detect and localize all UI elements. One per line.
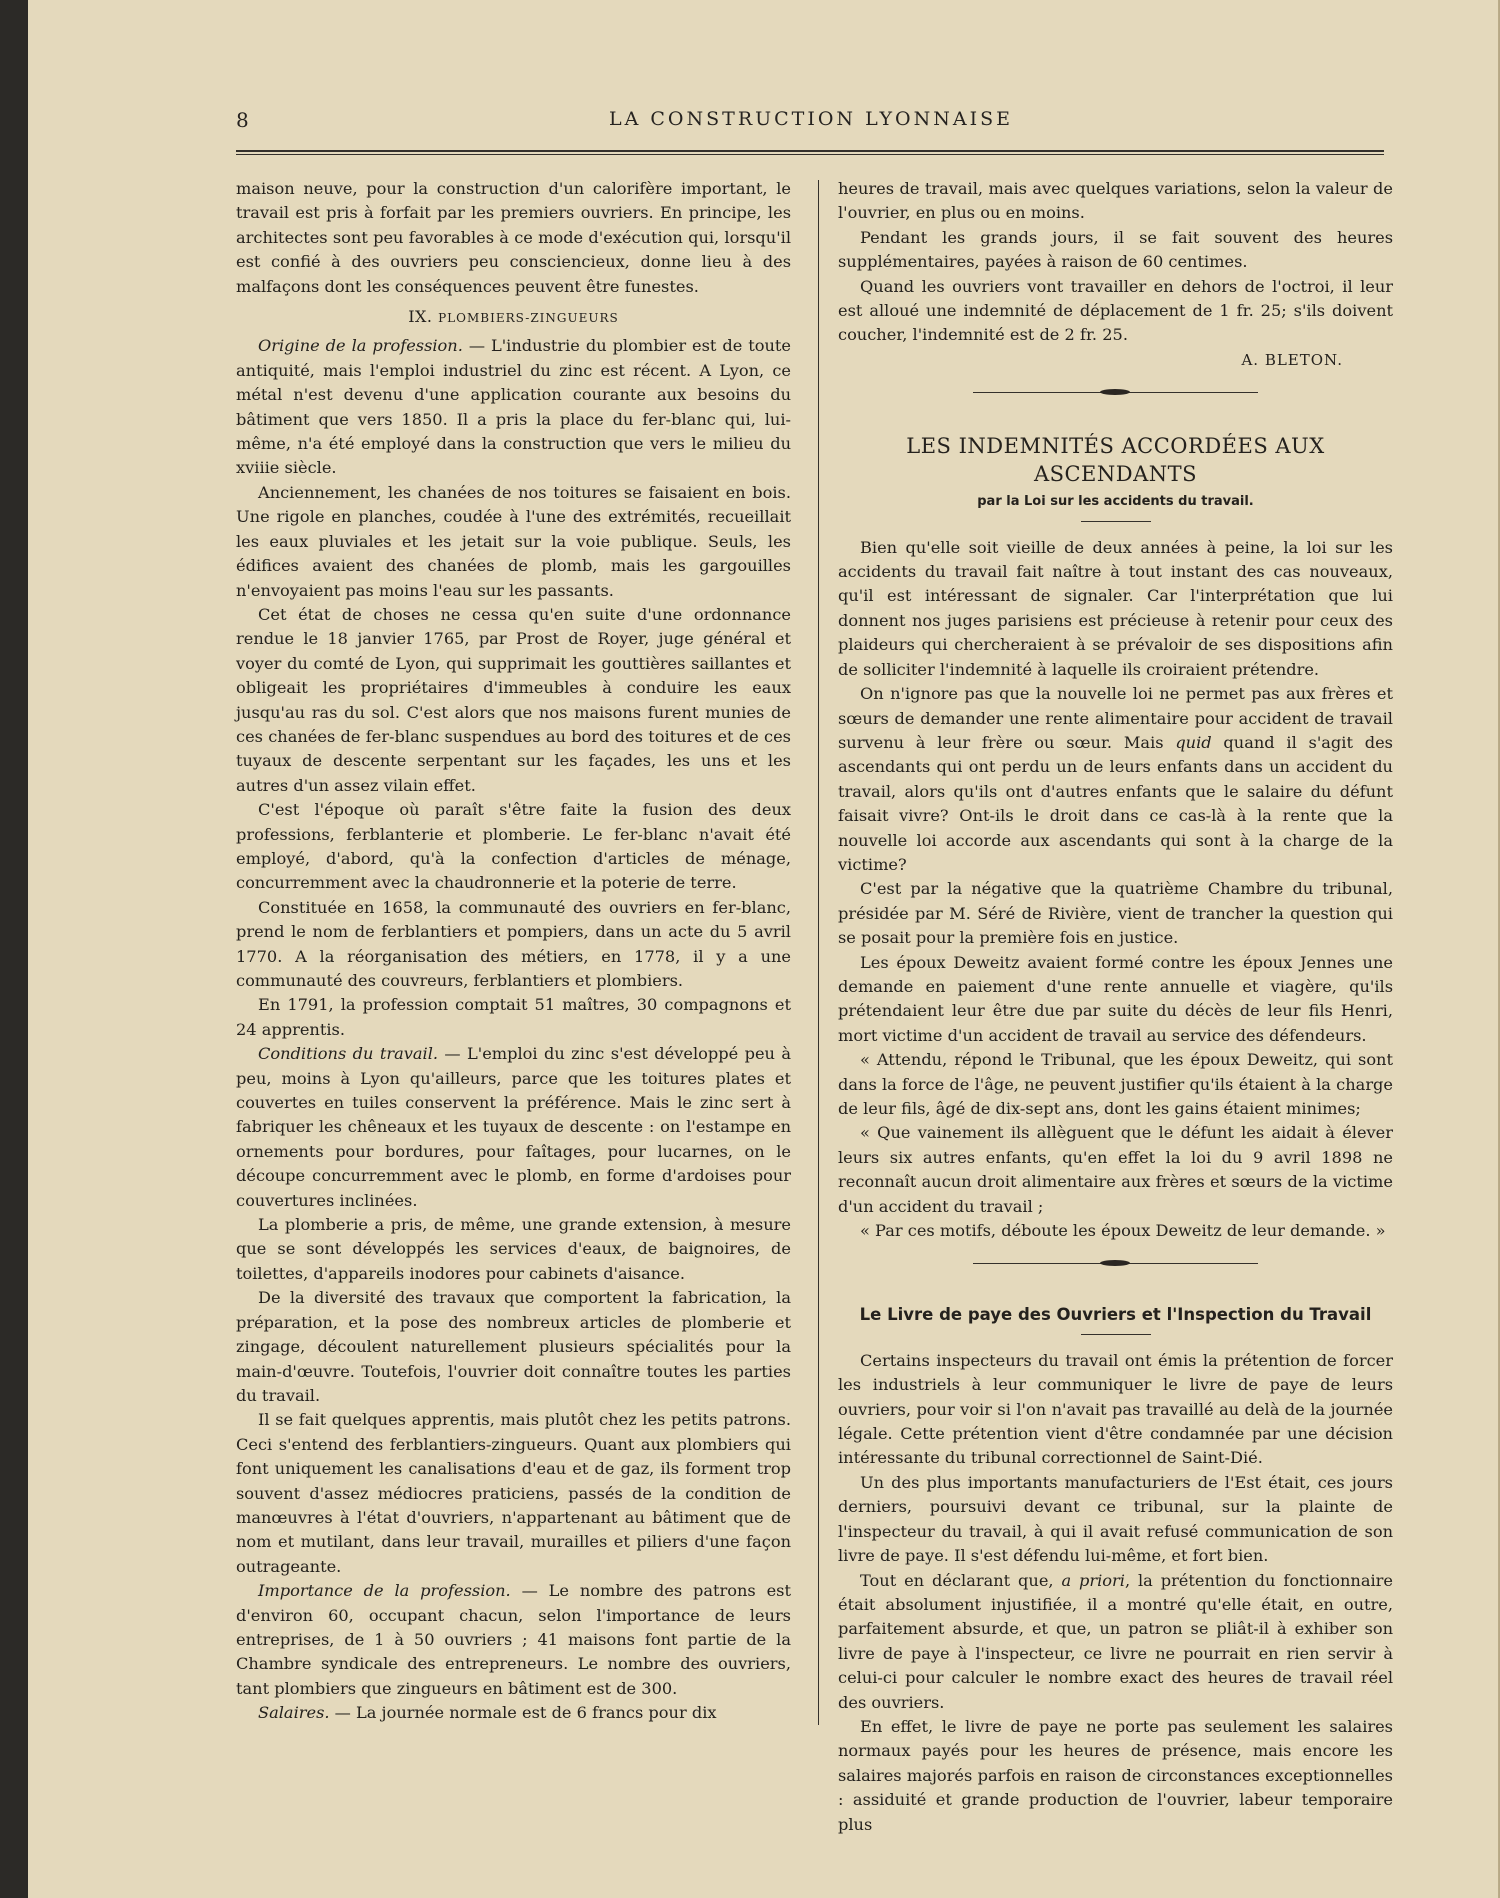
page-header	[236, 108, 1386, 138]
header-rule-thin	[236, 154, 1384, 155]
paragraph	[236, 1579, 791, 1701]
paragraph	[236, 1042, 791, 1213]
paragraph: En 1791, la profession comptait 51 maîtres, 30 compagnons et 24 apprentis.	[236, 995, 791, 1039]
column-divider	[818, 180, 819, 1725]
paragraph: Cet état de choses ne cessa qu'en suite d'une ordonnance rendue le 18 janvier 1765, par Prost de Royer, juge général et voyer du comté de Lyon, qui supprimait les gouttières saillantes et obligeait les propriétaires d'immeubles à conduire les eaux jusqu'au ras du sol. C'est alors que nos maisons furent munies de ces chanées de fer-blanc suspendues au bord des toitures et de ces tuyaux de descente serpentant sur les façades, les uns et les autres d'un assez vilain effet.	[236, 604, 791, 795]
paragraph: heures de travail, mais avec quelques variations, selon la valeur de l'ouvrier, en plus ou en moins.	[838, 179, 1393, 223]
title-rule	[1081, 1334, 1151, 1335]
article-title: LES INDEMNITÉS ACCORDÉES AUX ASCENDANTS	[906, 434, 1325, 487]
title-rule	[1081, 521, 1151, 522]
right-column	[838, 177, 1393, 1837]
ornamental-rule	[838, 382, 1393, 404]
paragraph: « Attendu, répond le Tribunal, que les époux Deweitz, qui sont dans la force de l'âge, ne peuvent justifier qu'ils étaient à la charge de leur fils, âgé de dix-sept ans, dont les gains étaient minimes;	[838, 1050, 1393, 1118]
paragraph-text: On n'ignore pas que la nouvelle loi ne permet pas aux frères et sœurs de demander une rente alimentaire pour accident de travail survenu à leur frère ou sœur. Mais	[838, 684, 1393, 752]
italic-word: quid	[1175, 732, 1212, 752]
paragraph-text: — L'industrie du plombier est de toute antiquité, mais l'emploi industriel du zinc est récent. A Lyon, ce métal n'est devenu d'une application courante aux besoins du bâtiment que vers 1850. Il a pris la place du fer-blanc qui, lui-même, n'a été employé dans la construction que vers le milieu du xviiie siècle.	[236, 336, 792, 478]
paragraph-lead: Salaires.	[258, 1703, 330, 1723]
header-rule	[236, 150, 1384, 152]
page-background	[28, 0, 1490, 1898]
paragraph: Pendant les grands jours, il se fait souvent des heures supplémentaires, payées à raison de 60 centimes.	[838, 227, 1393, 272]
ornamental-rule	[838, 1253, 1393, 1275]
paragraph	[838, 1569, 1393, 1715]
paragraph-text: — L'emploi du zinc s'est développé peu à peu, moins à Lyon qu'ailleurs, parce que les toitures plates et couvertes en tuiles conservent la préférence. Mais le zinc sert à fabriquer les chêneaux et les tuyaux de descente : on l'estampe en ornements pour bordures, pour faîtages, pour lucarnes, on le découpe concurremment avec le plomb, en forme d'ardoises pour couvertures inclinées.	[236, 1044, 791, 1210]
author-signature: A. BLETON.	[1241, 350, 1343, 369]
paragraph-text: quand il s'agit des ascendants qui ont perdu un de leurs enfants dans un accident du travail, alors qu'ils ont d'autres enfants que le salaire du défunt faisait vivre? Ont-ils le droit dans ce cas-là à la rente que la nouvelle loi accorde aux ascendants qui sont à la charge de la victime?	[838, 732, 1393, 874]
paragraph-lead: Origine de la profession.	[258, 336, 463, 356]
section-heading	[236, 305, 791, 330]
paragraph: Certains inspecteurs du travail ont émis la prétention de forcer les industriels à leur communiquer le livre de paye de leurs ouvriers, pour voir si l'on n'avait pas travaillé au delà de la journée légale. Cette prétention vient d'être condamnée par une décision intéressante du tribunal correctionnel de Saint-Dié.	[838, 1350, 1393, 1468]
paragraph: La plomberie a pris, de même, une grande extension, à mesure que se sont développés les services d'eaux, de baignoires, de toilettes, d'appareils inodores pour cabinets d'aisance.	[236, 1215, 791, 1283]
newspaper-page	[28, 0, 1500, 1898]
article-title: Le Livre de paye des Ouvriers et l'Inspection du Travail	[859, 1305, 1372, 1325]
italic-word: a priori	[1061, 1570, 1125, 1590]
paragraph: Les époux Deweitz avaient formé contre les époux Jennes une demande en paiement d'une rente annuelle et viagère, qu'ils prétendaient leur être due par suite du décès de leur fils Henri, mort victime d'un accident de travail au service des défendeurs.	[838, 952, 1393, 1045]
left-column	[236, 177, 791, 1726]
paragraph-lead: Conditions du travail.	[258, 1044, 439, 1064]
paragraph-text: — Le nombre des patrons est d'environ 60, occupant chacun, selon l'importance de leurs entreprises, de 1 à 50 ouvriers ; 41 maisons font partie de la Chambre syndicale des entrepreneurs. Le nombre des ouvriers, tant plombiers que zingueurs en bâtiment est de 300.	[236, 1581, 791, 1698]
paragraph: Bien qu'elle soit vieille de deux années à peine, la loi sur les accidents du travail fait naître à tout instant des cas nouveaux, qu'il est intéressant de signaler. Car l'interprétation que lui donnent nos juges parisiens est précieuse à retenir pour ceux des plaideurs qui chercheraient à se prévaloir de ses dispositions afin de solliciter l'indemnité à laquelle ils croiraient prétendre.	[838, 537, 1393, 679]
paragraph-lead: Importance de la profession.	[258, 1581, 511, 1601]
paragraph: « Par ces motifs, déboute les époux Deweitz de leur demande. »	[860, 1221, 1386, 1241]
paragraph-text: , la prétention du fonctionnaire était absolument injustifiée, il a montré qu'elle était, en outre, parfaitement absurde, et que, un patron se pliât-il à exhiber son livre de paye à l'inspecteur, ce livre ne pourrait en rien servir à celui-ci pour calculer le nombre exact des heures de travail réel des ouvriers.	[838, 1570, 1393, 1712]
paragraph: Anciennement, les chanées de nos toitures se faisaient en bois. Une rigole en planches, coudée à l'une des extrémités, recueillait les eaux pluviales et les jetait sur la voie publique. Seuls, les édifices avaient des chanées de plomb, mais les gargouilles n'envoyaient pas moins l'eau sur les passants.	[236, 482, 791, 600]
paragraph: Un des plus importants manufacturiers de l'Est était, ces jours derniers, poursuivi devant ce tribunal, sur la plainte de l'inspecteur du travail, à qui il avait refusé communication de son livre de paye. Il s'est défendu lui-même, et fort bien.	[838, 1472, 1393, 1566]
paragraph	[838, 682, 1393, 877]
paragraph: En effet, le livre de paye ne porte pas seulement les salaires normaux payés pour les heures de présence, mais encore les salaires majorés parfois en raison de circonstances exceptionnelles : assiduité et grande production de l'ouvrier, labeur temporaire plus	[838, 1716, 1393, 1834]
publication-title: LA CONSTRUCTION LYONNAISE	[609, 108, 1013, 130]
article-subtitle: par la Loi sur les accidents du travail.	[977, 494, 1254, 510]
paragraph: Constituée en 1658, la communauté des ouvriers en fer-blanc, prend le nom de ferblantiers et pompiers, dans un acte du 5 avril 1770. A la réorganisation des métiers, en 1778, il y a une communauté des couvreurs, ferblantiers et plombiers.	[236, 897, 791, 990]
paragraph: Il se fait quelques apprentis, mais plutôt chez les petits patrons. Ceci s'entend des ferblantiers-zingueurs. Quant aux plombiers qui font uniquement les canalisations d'eau et de gaz, ils forment trop souvent d'assez médiocres praticiens, passés de la condition de manœuvres à l'état d'ouvriers, n'appartenant au bâtiment que de nom et mutilant, dans leur travail, murailles et piliers d'une façon outrageante.	[236, 1410, 791, 1576]
section-number: IX.	[408, 307, 433, 327]
paragraph	[236, 1701, 791, 1725]
paragraph: « Que vainement ils allèguent que le défunt les aidait à élever leurs six autres enfants, qu'en effet la loi du 9 avril 1898 ne reconnaît aucun droit alimentaire aux frères et sœurs de la victime d'un accident du travail ;	[838, 1123, 1393, 1216]
paragraph-text: — La journée normale est de 6 francs pour dix	[329, 1703, 717, 1723]
paragraph: maison neuve, pour la construction d'un calorifère important, le travail est pris à forfait par les premiers ouvriers. En principe, les architectes sont peu favorables à ce mode d'exécution qui, lorsqu'il est confié à des ouvriers peu consciencieux, donne lieu à des malfaçons dont les conséquences peuvent être funestes.	[236, 179, 791, 296]
paragraph-text: Tout en déclarant que,	[860, 1570, 1062, 1590]
page-number: 8	[236, 108, 249, 132]
paragraph: Quand les ouvriers vont travailler en dehors de l'octroi, il leur est alloué une indemnité de déplacement de 1 fr. 25; s'ils doivent coucher, l'indemnité est de 2 fr. 25.	[838, 276, 1393, 345]
section-title: PLOMBIERS-ZINGUEURS	[438, 311, 619, 326]
paragraph: De la diversité des travaux que comportent la fabrication, la préparation, et la pose des nombreux articles de plomberie et zingage, découlent naturellement plusieurs spécialités pour la main-d'œuvre. Toutefois, l'ouvrier doit connaître toutes les parties du travail.	[236, 1288, 791, 1405]
paragraph: C'est par la négative que la quatrième Chambre du tribunal, présidée par M. Séré de Rivière, vient de trancher la question qui se posait pour la première fois en justice.	[838, 879, 1393, 948]
paragraph	[236, 334, 791, 480]
paragraph: C'est l'époque où paraît s'être faite la fusion des deux professions, ferblanterie et plomberie. Le fer-blanc n'avait été employé, d'abord, qu'à la confection d'articles de ménage, concurremment avec la chaudronnerie et la poterie de terre.	[236, 800, 791, 893]
